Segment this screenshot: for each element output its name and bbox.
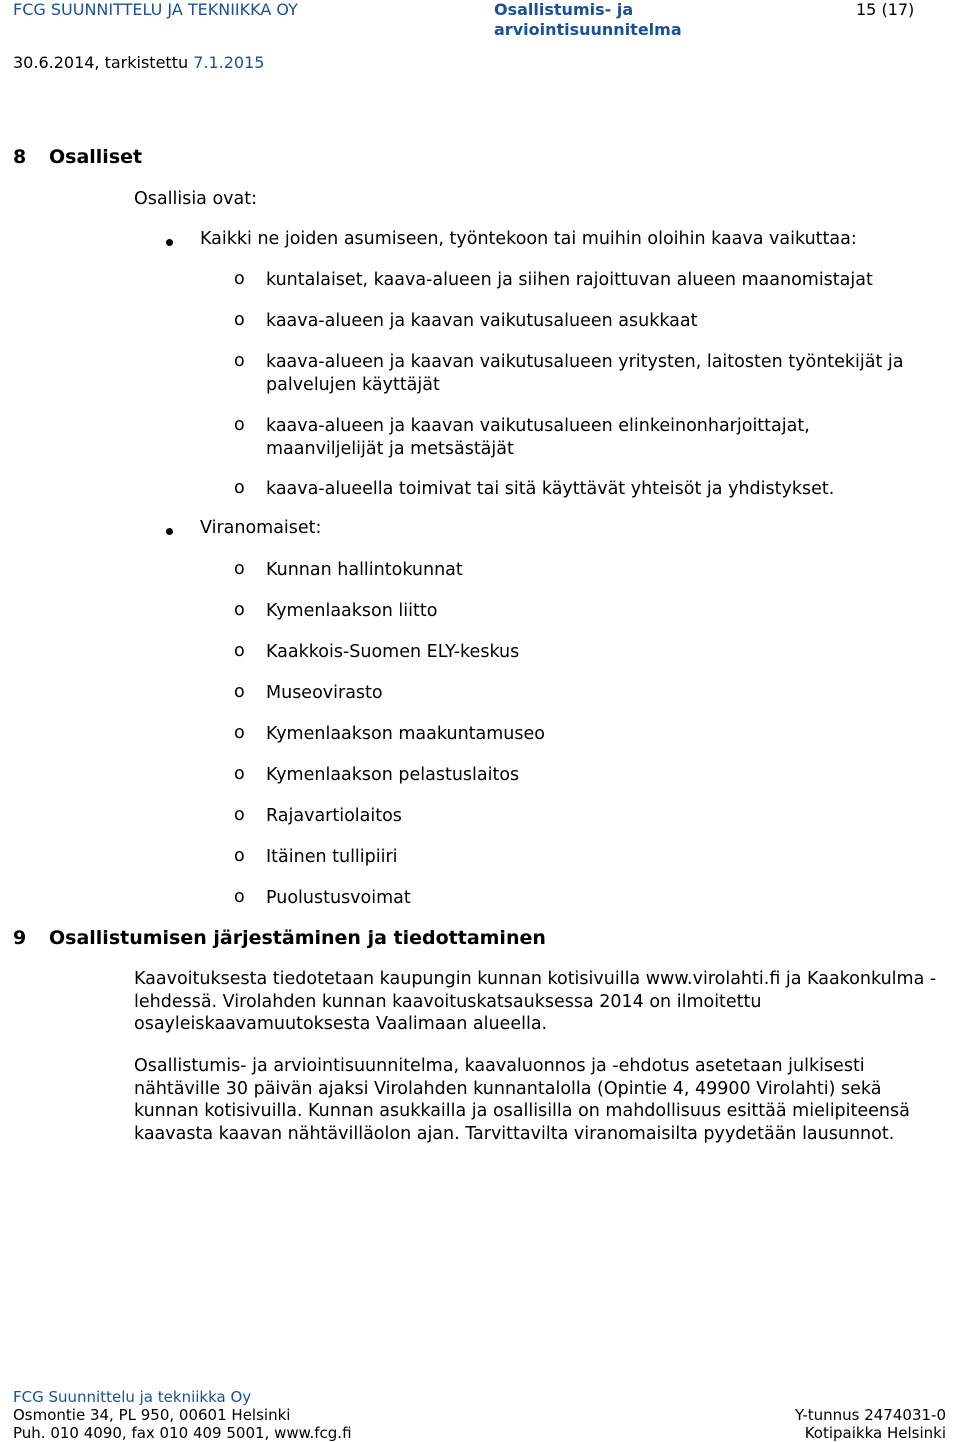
list-marker: o xyxy=(234,478,245,498)
bullet-2-text: Viranomaiset: xyxy=(200,518,322,538)
bullet-marker-1 xyxy=(166,239,173,246)
list-marker: o xyxy=(234,723,245,743)
section-8-intro: Osallisia ovat: xyxy=(134,189,258,209)
list-marker: o xyxy=(234,682,245,702)
list-item: Kymenlaakson pelastuslaitos xyxy=(266,765,520,785)
section-9-paragraph-2: Osallistumis- ja arviointisuunnitelma, kaavaluonnos ja -ehdotus asetetaan julkisesti nähtäville 30 päivän ajaksi Virolahden kunnantalolla (Opintie 4, 49900 Virolahti) sekä kunnan kotisivuilla. Kunnan asukkailla ja osallisilla on mahdollisuus esittää mielipiteensä kaavasta kaavan nähtävilläolon ajan. Tarvittavilta viranomaisilta pyydetään lausunnot. xyxy=(134,1056,910,1144)
list-item: Kunnan hallintokunnat xyxy=(266,560,463,580)
list-item: kaava-alueen ja kaavan vaikutusalueen yritysten, laitosten työntekijät ja palvelujen käyttäjät xyxy=(266,352,904,395)
list-item: Kymenlaakson maakuntamuseo xyxy=(266,724,545,744)
list-marker: o xyxy=(234,764,245,784)
header-page-number: 15 (17) xyxy=(856,0,915,19)
header-date-prefix: 30.6.2014, tarkistettu xyxy=(13,53,194,72)
list-marker: o xyxy=(234,600,245,620)
footer-domicile: Kotipaikka Helsinki xyxy=(804,1424,946,1442)
list-marker: o xyxy=(234,559,245,579)
list-marker: o xyxy=(234,310,245,330)
section-9-number: 9 xyxy=(13,927,27,949)
footer-address: Osmontie 34, PL 950, 00601 Helsinki xyxy=(13,1406,291,1424)
footer-contact: Puh. 010 4090, fax 010 409 5001, www.fcg.fi xyxy=(13,1424,352,1442)
header-date-revised: 7.1.2015 xyxy=(193,53,265,72)
header-date xyxy=(13,53,264,72)
section-9-heading xyxy=(13,927,546,949)
bullet-marker-2 xyxy=(166,528,173,535)
list-item: Itäinen tullipiiri xyxy=(266,847,398,867)
footer-business-id: Y-tunnus 2474031-0 xyxy=(794,1406,946,1424)
section-9-paragraph-1: Kaavoituksesta tiedotetaan kaupungin kunnan kotisivuilla www.virolahti.fi ja Kaakonkulma -lehdessä. Virolahden kunnan kaavoituskatsauksessa 2014 on ilmoitettu osayleiskaavamuutoksesta Vaalimaan alueella. xyxy=(134,969,937,1034)
list-item: Museovirasto xyxy=(266,683,383,703)
list-item: kaava-alueella toimivat tai sitä käyttävät yhteisöt ja yhdistykset. xyxy=(266,479,835,499)
footer-company: FCG Suunnittelu ja tekniikka Oy xyxy=(13,1388,252,1406)
section-8-heading xyxy=(13,146,142,168)
list-marker: o xyxy=(234,351,245,371)
list-marker: o xyxy=(234,805,245,825)
list-marker: o xyxy=(234,846,245,866)
list-item: kaava-alueen ja kaavan vaikutusalueen elinkeinonharjoittajat, maanviljelijät ja metsästäjät xyxy=(266,416,810,459)
list-marker: o xyxy=(234,269,245,289)
bullet-1-text: Kaikki ne joiden asumiseen, työntekoon tai muihin oloihin kaava vaikuttaa: xyxy=(200,229,857,249)
header-company: FCG SUUNNITTELU JA TEKNIIKKA OY xyxy=(13,0,298,19)
list-marker: o xyxy=(234,415,245,435)
list-marker: o xyxy=(234,887,245,907)
list-item: kuntalaiset, kaava-alueen ja siihen rajoittuvan alueen maanomistajat xyxy=(266,270,873,290)
list-item: Puolustusvoimat xyxy=(266,888,411,908)
header-doc-title xyxy=(494,0,694,40)
list-item: Rajavartiolaitos xyxy=(266,806,402,826)
section-8-title: Osalliset xyxy=(49,146,143,168)
header-doc-title-line1: Osallistumis- ja xyxy=(494,0,634,19)
list-marker: o xyxy=(234,641,245,661)
list-item: kaava-alueen ja kaavan vaikutusalueen asukkaat xyxy=(266,311,698,331)
header-doc-title-line2: arviointisuunnitelma xyxy=(494,20,682,39)
section-8-number: 8 xyxy=(13,146,27,168)
section-9-title: Osallistumisen järjestäminen ja tiedottaminen xyxy=(49,927,546,949)
list-item: Kaakkois-Suomen ELY-keskus xyxy=(266,642,520,662)
list-item: Kymenlaakson liitto xyxy=(266,601,438,621)
